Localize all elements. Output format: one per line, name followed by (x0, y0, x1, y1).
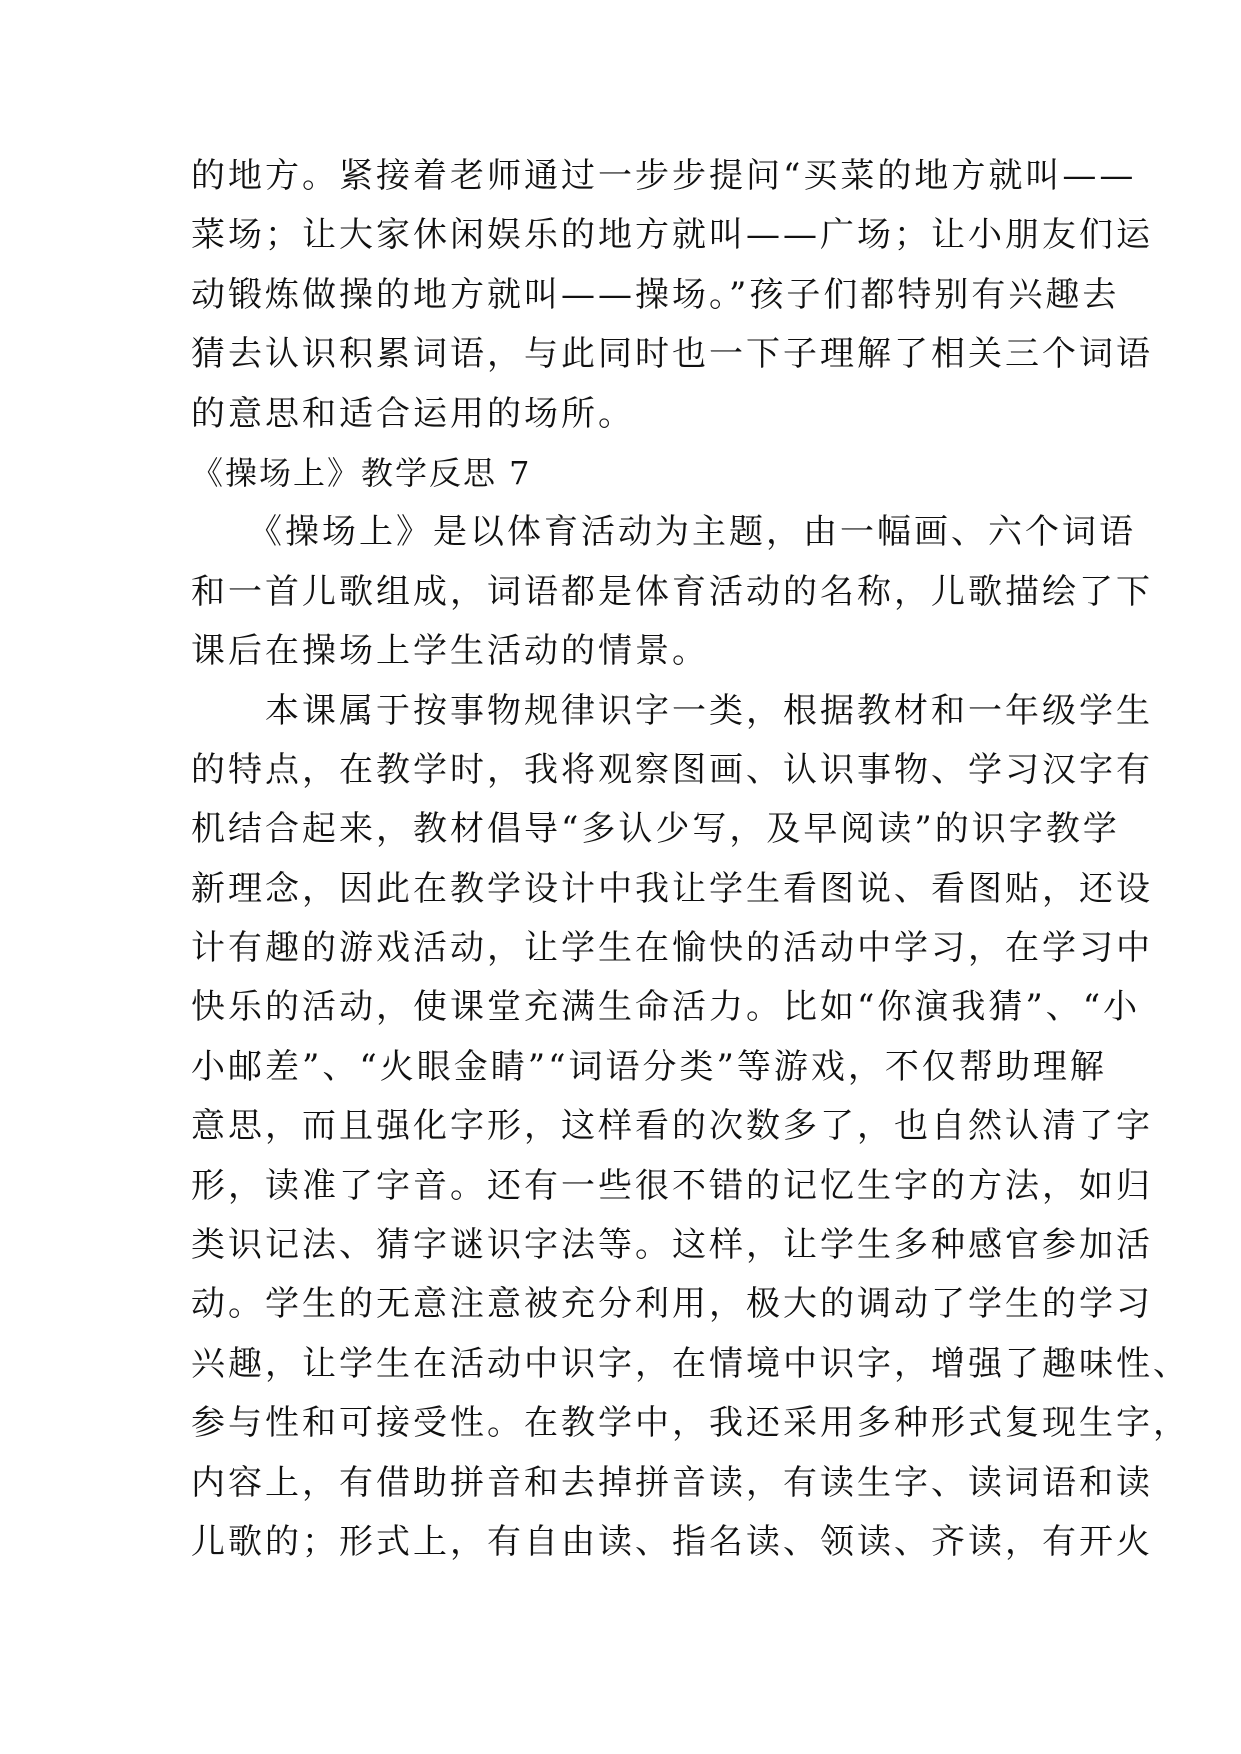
text-line: 小邮差”、“火眼金睛”“词语分类”等游戏，不仅帮助理解 (191, 1046, 1107, 1087)
text-line: 兴趣，让学生在活动中识字，在情境中识字，增强了趣味性、 (191, 1343, 1190, 1384)
text-line: 机结合起来，教材倡导“多认少写，及早阅读”的识字教学 (191, 809, 1120, 850)
text-line: 新理念，因此在教学设计中我让学生看图说、看图贴，还设 (191, 868, 1153, 909)
text-line: 意思，而且强化字形，这样看的次数多了，也自然认清了字 (191, 1106, 1153, 1147)
text-line: 猜去认识积累词语，与此同时也一下子理解了相关三个词语 (191, 334, 1153, 375)
document-body (191, 147, 1190, 1572)
text-line: 类识记法、猜字谜识字法等。这样，让学生多种感官参加活 (191, 1225, 1153, 1266)
text-line: 的意思和适合运用的场所。 (191, 393, 635, 434)
text-line: 儿歌的；形式上，有自由读、指名读、领读、齐读，有开火 (191, 1521, 1153, 1562)
section-heading: 《操场上》教学反思 7 (191, 453, 532, 492)
text-line: 形，读准了字音。还有一些很不错的记忆生字的方法，如归 (191, 1165, 1153, 1206)
text-line: 内容上，有借助拼音和去掉拼音读，有读生字、读词语和读 (191, 1462, 1153, 1503)
text-line: 《操场上》是以体育活动为主题，由一幅画、六个词语 (191, 512, 1136, 553)
text-line: 本课属于按事物规律识字一类，根据教材和一年级学生 (191, 690, 1153, 731)
text-line: 动锻炼做操的地方就叫——操场。”孩子们都特别有兴趣去 (191, 274, 1120, 315)
text-line: 课后在操场上学生活动的情景。 (191, 631, 709, 672)
text-line: 动。学生的无意注意被充分利用，极大的调动了学生的学习 (191, 1284, 1153, 1325)
text-line: 的地方。紧接着老师通过一步步提问“买菜的地方就叫—— (191, 156, 1137, 196)
text-line: 计有趣的游戏活动，让学生在愉快的活动中学习，在学习中 (191, 928, 1153, 969)
text-line: 菜场；让大家休闲娱乐的地方就叫——广场；让小朋友们运 (191, 215, 1153, 256)
text-line: 参与性和可接受性。在教学中，我还采用多种形式复现生字， (191, 1403, 1190, 1444)
text-line: 快乐的活动，使课堂充满生命活力。比如“你演我猜”、“小 (191, 987, 1141, 1028)
text-line: 和一首儿歌组成，词语都是体育活动的名称，儿歌描绘了下 (191, 571, 1153, 612)
text-line: 的特点，在教学时，我将观察图画、认识事物、学习汉字有 (191, 749, 1153, 790)
